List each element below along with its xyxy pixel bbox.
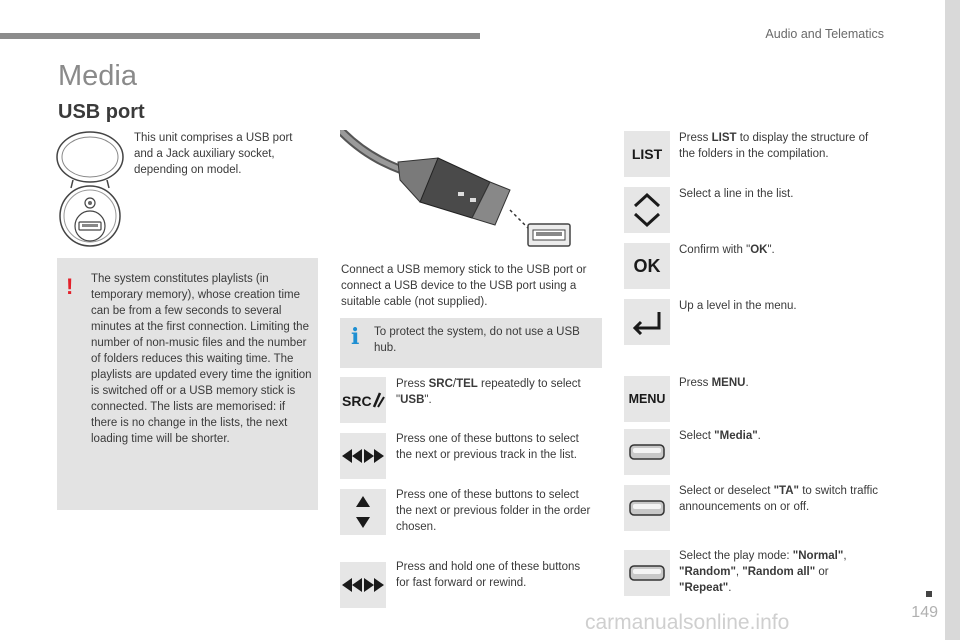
usb-cable-illustration bbox=[340, 130, 575, 255]
usb-socket-illustration bbox=[55, 130, 127, 253]
page-number: 149 bbox=[911, 604, 938, 621]
step-src-tel: Press SRC/TEL repeatedly to select "USB". bbox=[396, 378, 581, 406]
folder-up-down-icon bbox=[340, 489, 386, 535]
intro-text: This unit comprises a USB port and a Jack auxiliary socket, depending on model. bbox=[134, 132, 293, 176]
warning-text: The system constitutes playlists (in temporary memory), whose creation time can be from a few seconds to several minutes at the first connection. Limiting the number of non-music files and the number of folders reduces this waiting time. The playlists are updated every time the ignition is switched off or a USB memory stick is connected. The lists are memorised: if there is no change in the lists, the next loading time will be shorter. bbox=[91, 273, 312, 445]
src-tel-button-icon bbox=[340, 377, 386, 423]
list-button-label: LIST bbox=[631, 146, 663, 162]
exclamation-icon: ! bbox=[66, 274, 74, 299]
step-confirm: Confirm with "OK". bbox=[679, 244, 775, 256]
side-tab bbox=[945, 0, 960, 640]
page-title: Media bbox=[58, 60, 137, 92]
touch-button-icon bbox=[624, 485, 670, 531]
step-up-level: Up a level in the menu. bbox=[679, 300, 797, 312]
step-ta: Select or deselect "TA" to switch traffic announcements on or off. bbox=[679, 485, 879, 513]
connect-text: Connect a USB memory stick to the USB port or connect a USB device to the USB port using a suitable cable (not supplied). bbox=[341, 264, 587, 308]
fast-forward-rewind-icon bbox=[340, 562, 386, 608]
watermark: carmanualsonline.info bbox=[585, 611, 790, 634]
step-list: Press LIST to display the structure of the folders in the compilation. bbox=[679, 132, 869, 160]
touch-button-icon bbox=[624, 429, 670, 475]
menu-button-icon bbox=[624, 376, 670, 422]
list-button-icon bbox=[624, 131, 670, 177]
step-folder: Press one of these buttons to select the next or previous folder in the order chosen. bbox=[396, 489, 591, 533]
svg-text:SRC: SRC bbox=[342, 393, 372, 409]
info-text: To protect the system, do not use a USB hub. bbox=[374, 326, 580, 354]
ok-button-icon bbox=[624, 243, 670, 289]
menu-button-label: MENU bbox=[628, 392, 666, 406]
step-select-media: Select "Media". bbox=[679, 430, 761, 442]
track-skip-buttons-icon bbox=[340, 433, 386, 479]
up-down-chevrons-icon bbox=[624, 187, 670, 233]
page-subtitle: USB port bbox=[58, 101, 145, 123]
touch-button-icon bbox=[624, 550, 670, 596]
page-marker bbox=[926, 591, 932, 597]
step-play-mode: Select the play mode: "Normal", "Random", "Random all" or "Repeat". bbox=[679, 550, 847, 594]
info-icon: i bbox=[351, 324, 360, 350]
step-track-skip: Press one of these buttons to select the next or previous track in the list. bbox=[396, 433, 579, 461]
section-title: Audio and Telematics bbox=[765, 27, 884, 41]
step-select-line: Select a line in the list. bbox=[679, 188, 794, 200]
ok-button-label: OK bbox=[633, 255, 661, 276]
header-rule bbox=[0, 33, 480, 39]
step-fast-forward: Press and hold one of these buttons for fast forward or rewind. bbox=[396, 561, 581, 589]
back-arrow-icon bbox=[624, 299, 670, 345]
step-menu: Press MENU. bbox=[679, 377, 749, 389]
